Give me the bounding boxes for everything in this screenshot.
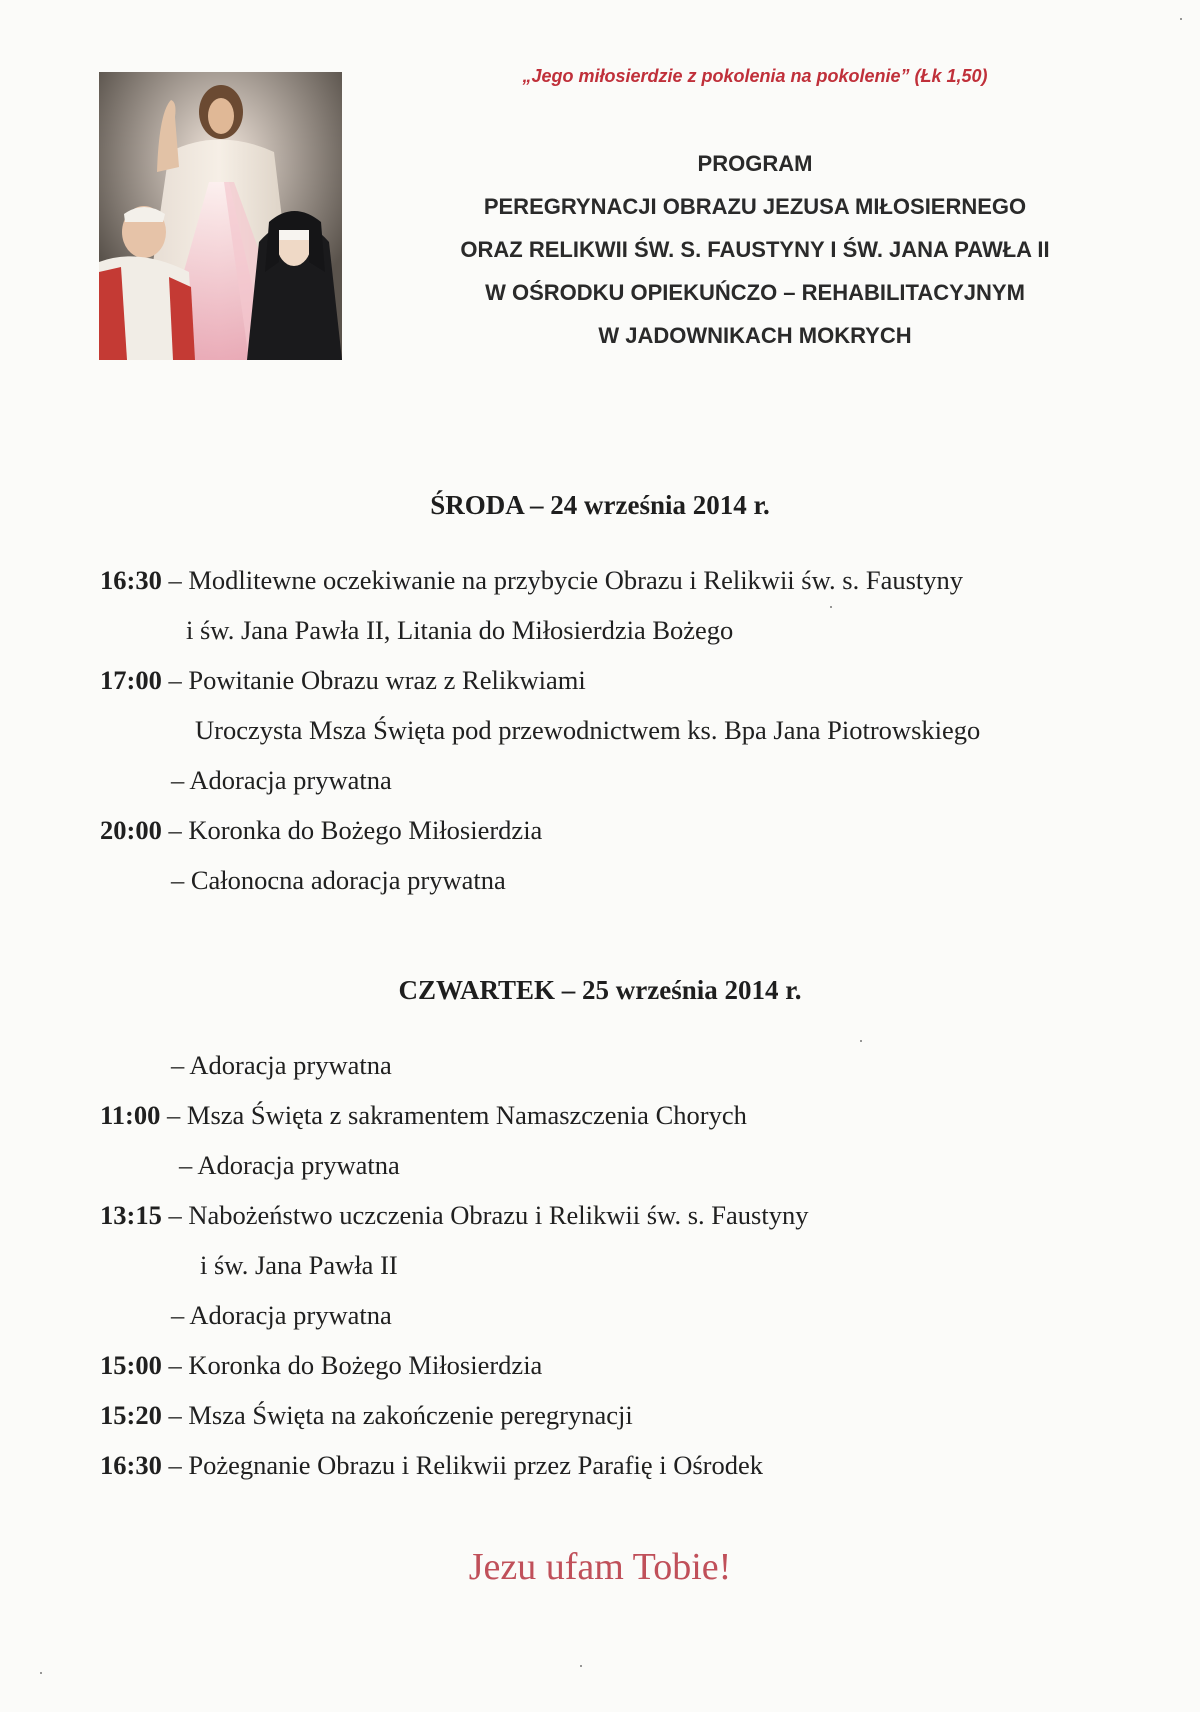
day-heading-wednesday: ŚRODA – 24 września 2014 r. bbox=[430, 490, 770, 520]
schedule-line bbox=[186, 615, 733, 646]
day-heading-thursday: CZWARTEK – 25 września 2014 r. bbox=[398, 975, 802, 1005]
schedule-time: 16:30 bbox=[100, 565, 162, 595]
schedule-line bbox=[100, 1400, 633, 1431]
schedule-time: 13:15 bbox=[100, 1200, 162, 1230]
schedule-text: – Adoracja prywatna bbox=[171, 765, 392, 795]
schedule-text: Uroczysta Msza Święta pod przewodnictwem ks. Bpa Jana Piotrowskiego bbox=[195, 715, 981, 745]
schedule-time: 16:30 bbox=[100, 1450, 162, 1480]
title-line: W OŚRODKU OPIEKUŃCZO – REHABILITACYJNYM bbox=[485, 280, 1025, 305]
scripture-quote: „Jego miłosierdzie z pokolenia na pokolenie” (Łk 1,50) bbox=[522, 66, 988, 86]
schedule-line bbox=[171, 865, 506, 896]
schedule-text: – Całonocna adoracja prywatna bbox=[171, 865, 506, 895]
schedule-line bbox=[179, 1150, 400, 1181]
schedule-time: 20:00 bbox=[100, 815, 162, 845]
title-line: PEREGRYNACJI OBRAZU JEZUSA MIŁOSIERNEGO bbox=[483, 194, 1027, 219]
schedule-text: – Msza Święta z sakramentem Namaszczenia Chorych bbox=[160, 1100, 747, 1130]
schedule-text: – Koronka do Bożego Miłosierdzia bbox=[161, 815, 543, 845]
program-title bbox=[380, 142, 1130, 357]
schedule-line bbox=[200, 1250, 398, 1281]
schedule-line bbox=[171, 1300, 392, 1331]
divine-mercy-image bbox=[99, 72, 342, 360]
schedule-line bbox=[171, 1050, 392, 1081]
schedule-text: – Koronka do Bożego Miłosierdzia bbox=[161, 1350, 543, 1380]
scan-speck bbox=[1180, 18, 1182, 20]
schedule-text: i św. Jana Pawła II bbox=[200, 1250, 398, 1280]
closing-prayer: Jezu ufam Tobie! bbox=[468, 1546, 732, 1588]
title-line: ORAZ RELIKWII ŚW. S. FAUSTYNY I ŚW. JANA PAWŁA II bbox=[460, 237, 1050, 262]
schedule-line bbox=[100, 815, 542, 846]
scan-speck bbox=[40, 1672, 42, 1674]
schedule-text: – Adoracja prywatna bbox=[171, 1300, 392, 1330]
schedule-line bbox=[100, 1100, 747, 1131]
schedule-line bbox=[171, 765, 392, 796]
schedule-text: – Msza Święta na zakończenie peregrynacji bbox=[161, 1400, 633, 1430]
schedule-line bbox=[100, 1200, 808, 1231]
schedule-line bbox=[100, 1450, 763, 1481]
title-line: PROGRAM bbox=[697, 151, 813, 176]
schedule-text: i św. Jana Pawła II, Litania do Miłosierdzia Bożego bbox=[186, 615, 734, 645]
schedule-line bbox=[100, 1350, 542, 1381]
schedule-text: – Nabożeństwo uczczenia Obrazu i Relikwii św. s. Faustyny bbox=[161, 1200, 809, 1230]
schedule-time: 15:20 bbox=[100, 1400, 162, 1430]
schedule-time: 15:00 bbox=[100, 1350, 162, 1380]
schedule-line bbox=[100, 665, 586, 696]
schedule-line bbox=[195, 715, 980, 746]
schedule-text: – Modlitewne oczekiwanie na przybycie Obrazu i Relikwii św. s. Faustyny bbox=[161, 565, 964, 595]
schedule-text: – Pożegnanie Obrazu i Relikwii przez Parafię i Ośrodek bbox=[161, 1450, 764, 1480]
schedule-line bbox=[100, 565, 963, 596]
schedule-text: – Adoracja prywatna bbox=[171, 1050, 392, 1080]
scan-speck bbox=[860, 1040, 862, 1042]
title-line: W JADOWNIKACH MOKRYCH bbox=[598, 323, 912, 348]
schedule-text: – Adoracja prywatna bbox=[179, 1150, 400, 1180]
schedule-time: 11:00 bbox=[100, 1100, 161, 1130]
scan-speck bbox=[580, 1665, 582, 1667]
scan-speck bbox=[830, 606, 832, 608]
schedule-text: – Powitanie Obrazu wraz z Relikwiami bbox=[161, 665, 586, 695]
schedule-time: 17:00 bbox=[100, 665, 162, 695]
